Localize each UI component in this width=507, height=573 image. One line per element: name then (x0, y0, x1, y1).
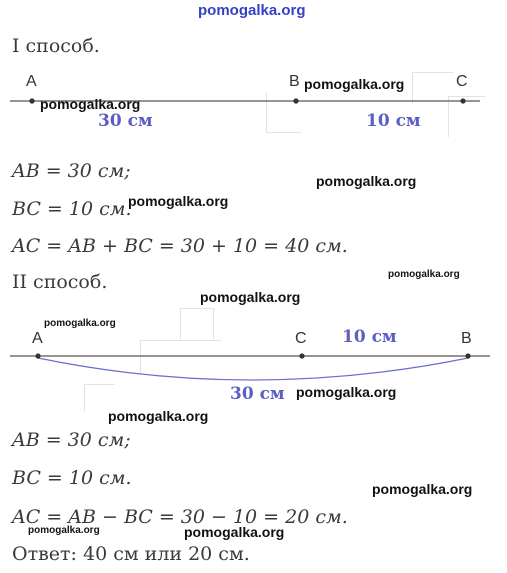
point-a-label: A (26, 73, 37, 90)
point-a (35, 353, 40, 358)
site-watermark-top: pomogalka.org (198, 2, 306, 19)
site-watermark: pomogalka.org (316, 173, 417, 189)
segment-cb-label: 10 см (342, 327, 397, 347)
point-a-label: A (32, 330, 43, 347)
segment-ab-label: 30 см (98, 111, 153, 131)
point-b-label: B (461, 330, 472, 347)
method2-line-2: BC = 10 см. (12, 467, 132, 489)
site-watermark: pomogalka.org (28, 525, 100, 536)
site-watermark: pomogalka.org (388, 269, 460, 280)
site-watermark: pomogalka.org (108, 408, 209, 424)
point-b (465, 353, 470, 358)
method1-heading: I способ. (12, 35, 100, 57)
method1-line-3: AC = AB + BC = 30 + 10 = 40 см. (12, 235, 348, 257)
site-watermark: pomogalka.org (128, 193, 229, 209)
site-watermark: pomogalka.org (304, 76, 405, 92)
site-watermark: pomogalka.org (296, 384, 397, 400)
method1-line-1: AB = 30 см; (12, 160, 131, 182)
point-a (29, 98, 34, 103)
segment-bc-label: 10 см (366, 111, 421, 131)
site-watermark: pomogalka.org (40, 96, 141, 112)
answer-line: Ответ: 40 см или 20 см. (12, 543, 250, 565)
point-b (293, 98, 298, 103)
point-c (460, 98, 465, 103)
method1-line-2: BC = 10 см. (12, 198, 132, 220)
method2-heading: II способ. (12, 271, 108, 293)
site-watermark: pomogalka.org (44, 318, 116, 329)
point-b-label: B (289, 73, 300, 90)
site-watermark: pomogalka.org (184, 524, 285, 540)
site-watermark: pomogalka.org (200, 289, 301, 305)
site-watermark: pomogalka.org (372, 481, 473, 497)
method1-diagram (0, 70, 507, 210)
method2-line-3: AC = AB − BC = 30 − 10 = 20 см. (12, 506, 348, 528)
segment-ab-label: 30 см (230, 384, 285, 404)
point-c (299, 353, 304, 358)
segment-ab-arc (38, 358, 468, 380)
point-c-label: C (456, 73, 468, 90)
point-c-label: C (295, 330, 307, 347)
method2-line-1: AB = 30 см; (12, 429, 131, 451)
